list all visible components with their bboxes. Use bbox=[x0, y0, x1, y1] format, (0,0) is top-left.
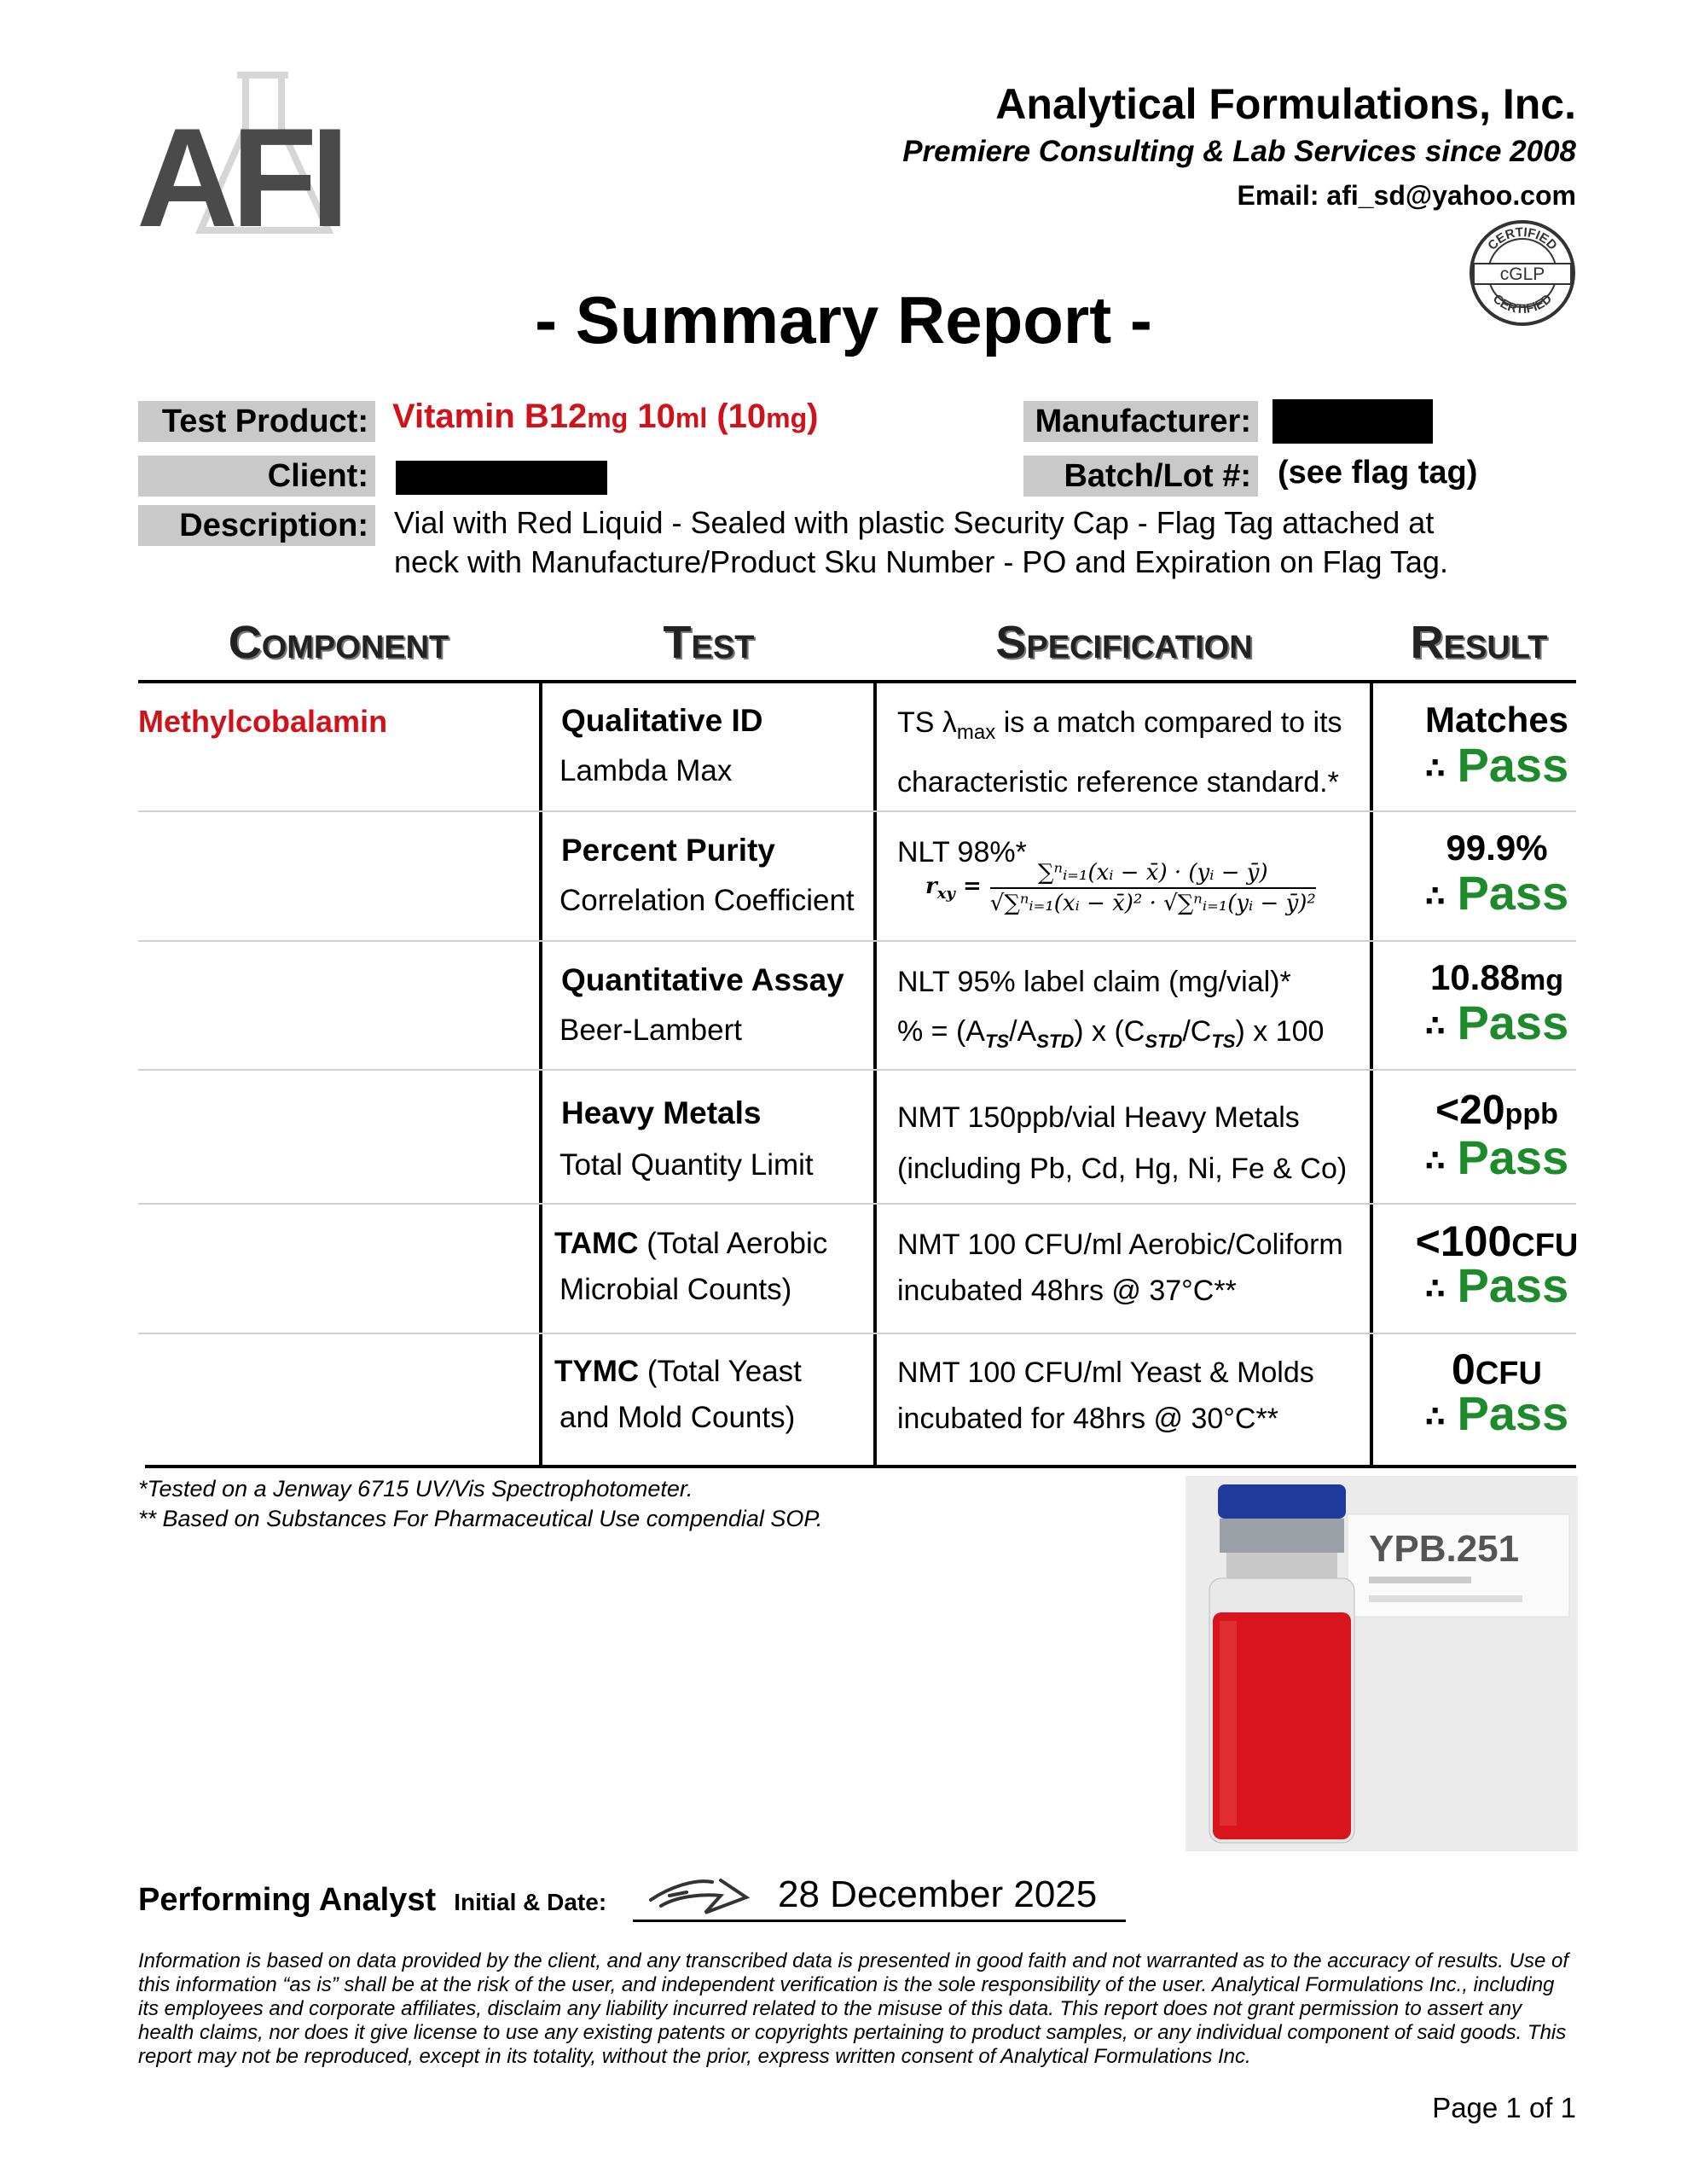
description-value bbox=[394, 503, 1448, 582]
table-top-rule bbox=[138, 680, 1576, 683]
result-value: Matches bbox=[1424, 700, 1569, 740]
analyst-title: Performing Analyst bbox=[138, 1882, 437, 1918]
table-bottom-rule bbox=[145, 1465, 1576, 1468]
row-separator bbox=[138, 1203, 1576, 1205]
result-number: 10.88 bbox=[1429, 957, 1521, 997]
therefore-symbol: ∴ bbox=[1424, 752, 1446, 786]
batch-label: Batch/Lot #: bbox=[1023, 456, 1258, 497]
analyst-signature-icon bbox=[644, 1870, 755, 1921]
component-name: Methylcobalamin bbox=[138, 704, 388, 739]
seal-center-text: cGLP bbox=[1499, 264, 1545, 284]
result-value bbox=[1399, 1087, 1595, 1134]
product-dose: (10 bbox=[707, 398, 767, 435]
manufacturer-redacted bbox=[1272, 399, 1433, 444]
product-name: Vitamin B12 bbox=[392, 398, 588, 435]
client-label: Client: bbox=[138, 456, 375, 497]
vial-photo bbox=[1186, 1476, 1578, 1851]
test-method: Microbial Counts) bbox=[559, 1273, 792, 1306]
afi-logo bbox=[136, 68, 392, 239]
therefore-symbol: ∴ bbox=[1424, 1010, 1446, 1043]
test-expansion: (Total Yeast bbox=[639, 1355, 802, 1388]
footnote-2: ** Based on Substances For Pharmaceutical Use compendial SOP. bbox=[138, 1506, 823, 1531]
seal-bottom-text: CERTIFIED bbox=[1489, 291, 1556, 317]
header-component: Component bbox=[228, 617, 449, 668]
header-result: Result bbox=[1410, 617, 1548, 668]
formula-denominator: √∑ⁿᵢ₌₁(xᵢ − x̄)² · √∑ⁿᵢ₌₁(yᵢ − ȳ)² bbox=[989, 891, 1316, 916]
test-abbrev: TYMC bbox=[554, 1355, 640, 1388]
result-pass bbox=[1399, 737, 1595, 793]
col-divider-1 bbox=[539, 680, 542, 1468]
correlation-formula: $r_{xy}$ = $\frac{\text{∑ⁿᵢ₌₁(xᵢ − x̄) · (yᵢ − ȳ)}}{\text{√∑ⁿᵢ₌₁(xᵢ − x̄)² · √∑ⁿᵢ₌₁(yᵢ − ȳ)²}}$ bbox=[925, 860, 1316, 916]
spec-line-1: NMT 100 CFU/ml Aerobic/Coliform bbox=[897, 1228, 1343, 1261]
therefore-symbol: ∴ bbox=[1424, 1401, 1446, 1434]
company-name: Analytical Formulations, Inc. bbox=[995, 80, 1576, 128]
test-product-label: Test Product: bbox=[138, 401, 375, 442]
therefore-symbol: ∴ bbox=[1424, 1273, 1446, 1306]
product-volume: 10 bbox=[628, 398, 675, 435]
batch-value: (see flag tag) bbox=[1278, 455, 1478, 491]
test-name bbox=[554, 1355, 802, 1389]
test-method: Correlation Coefficient bbox=[559, 884, 855, 917]
test-name: Heavy Metals bbox=[561, 1095, 762, 1130]
spec-line-2: characteristic reference standard.* bbox=[897, 765, 1339, 799]
result-unit: mg bbox=[1520, 964, 1564, 996]
formula-lhs-sub: xy bbox=[936, 885, 955, 903]
test-method: Lambda Max bbox=[559, 754, 733, 787]
footnotes bbox=[138, 1474, 822, 1534]
footnote-1: *Tested on a Jenway 6715 UV/Vis Spectrophotometer. bbox=[138, 1476, 693, 1502]
result-unit: CFU bbox=[1511, 1228, 1579, 1263]
result-number: <100 bbox=[1415, 1217, 1512, 1265]
manufacturer-label: Manufacturer: bbox=[1023, 401, 1258, 442]
spec-text bbox=[897, 1092, 1347, 1194]
result-pass bbox=[1399, 1385, 1595, 1441]
formula-numerator: ∑ⁿᵢ₌₁(xᵢ − x̄) · (yᵢ − ȳ) bbox=[990, 860, 1316, 889]
description-label: Description: bbox=[138, 505, 375, 546]
result-number: <20 bbox=[1435, 1088, 1505, 1133]
result-unit: ppb bbox=[1504, 1098, 1558, 1130]
spec-line-2: (including Pb, Cd, Hg, Ni, Fe & Co) bbox=[897, 1153, 1348, 1185]
row-separator bbox=[138, 1333, 1576, 1334]
company-email: Email: afi_sd@yahoo.com bbox=[1237, 180, 1576, 211]
result-value bbox=[1399, 957, 1595, 998]
row-separator bbox=[138, 810, 1576, 812]
spec-text bbox=[897, 1222, 1343, 1314]
result-pass bbox=[1399, 1258, 1595, 1313]
signature-line bbox=[633, 1920, 1126, 1922]
product-close: ) bbox=[807, 398, 819, 435]
col-divider-2 bbox=[873, 680, 877, 1468]
test-name bbox=[554, 1227, 827, 1261]
test-method: and Mold Counts) bbox=[559, 1401, 796, 1434]
result-unit: CFU bbox=[1475, 1356, 1542, 1391]
product-volume-unit: ml bbox=[675, 403, 708, 433]
spec-line-2: % = $(A_{TS}/A_{STD})$ x $(C_{STD}/C_{TS})$ x 100 bbox=[897, 1015, 1325, 1052]
spec-line-1: NMT 100 CFU/ml Yeast & Molds bbox=[897, 1356, 1314, 1389]
spec-text bbox=[897, 957, 1324, 1066]
description-line-1: Vial with Red Liquid - Sealed with plastic Security Cap - Flag Tag attached at bbox=[394, 505, 1435, 540]
test-abbrev: TAMC bbox=[554, 1227, 639, 1260]
spec-line-1: TS $\lambda_{max}$ is a match compared to its bbox=[897, 706, 1342, 744]
pass-label: Pass bbox=[1457, 1130, 1569, 1184]
row-separator bbox=[138, 1069, 1576, 1071]
test-name: Percent Purity bbox=[561, 833, 775, 868]
pass-label: Pass bbox=[1457, 1258, 1569, 1312]
spec-line-1: NLT 95% label claim (mg/vial)* bbox=[897, 966, 1291, 998]
disclaimer: Information is based on data provided by the client, and any transcribed data is presented in good faith and not warranted as to the accuracy of results. Use of this information “as is” shall be at the risk of the user, and independent verification is the sole responsibility of the user. Analytical Formulations Inc., including its employees and corporate affiliates, disclaim any liability incurred related to the misuse of this data. This report does not grant permission to assert any health claims, nor does it give license to use any existing patents or copyrights pertaining to product samples, or any individual component of said goods. This report may not be reproduced, except in its totality, without the prior, express written consent of Analytical Formulations Inc. bbox=[138, 1949, 1568, 2068]
result-pass bbox=[1399, 995, 1595, 1050]
spec-text bbox=[897, 1350, 1314, 1442]
therefore-symbol: ∴ bbox=[1424, 880, 1446, 914]
product-unit: mg bbox=[587, 403, 629, 433]
page-title: - Summary Report - bbox=[535, 282, 1152, 357]
therefore-symbol: ∴ bbox=[1424, 1145, 1446, 1178]
spec-line-1: NMT 150ppb/vial Heavy Metals bbox=[897, 1101, 1300, 1134]
seal-top-text: CERTIFIED bbox=[1485, 224, 1560, 253]
result-pass bbox=[1399, 865, 1595, 921]
page-number: Page 1 of 1 bbox=[1432, 2092, 1576, 2123]
test-name: Quantitative Assay bbox=[561, 962, 844, 997]
result-number: 0 bbox=[1452, 1345, 1475, 1393]
pass-label: Pass bbox=[1457, 996, 1569, 1049]
company-tagline: Premiere Consulting & Lab Services since 2008 bbox=[902, 135, 1576, 168]
test-method: Beer-Lambert bbox=[559, 1014, 742, 1047]
spec-line-2: incubated 48hrs @ 37°C** bbox=[897, 1275, 1237, 1307]
pass-label: Pass bbox=[1457, 1386, 1569, 1440]
client-redacted bbox=[396, 461, 607, 495]
vial-flag-label: YPB.251 bbox=[1369, 1528, 1520, 1570]
row-separator bbox=[138, 940, 1576, 942]
formula-lhs: r bbox=[925, 873, 937, 899]
test-product-value bbox=[392, 396, 818, 439]
spec-line-2: incubated for 48hrs @ 30°C** bbox=[897, 1403, 1278, 1435]
spec-text: NLT 98%* bbox=[897, 836, 1027, 868]
company-header bbox=[902, 78, 1576, 217]
test-method: Total Quantity Limit bbox=[559, 1148, 814, 1182]
pass-label: Pass bbox=[1457, 866, 1569, 920]
test-name: Qualitative ID bbox=[561, 703, 763, 738]
product-dose-unit: mg bbox=[766, 403, 808, 433]
header-specification: Specification bbox=[995, 617, 1253, 668]
analyst-date: 28 December 2025 bbox=[778, 1873, 1098, 1915]
header-test: Test bbox=[663, 617, 755, 668]
description-line-2: neck with Manufacture/Product Sku Number - PO and Expiration on Flag Tag. bbox=[394, 544, 1448, 579]
col-divider-3 bbox=[1370, 680, 1373, 1468]
pass-label: Pass bbox=[1457, 738, 1569, 792]
result-value: 99.9% bbox=[1446, 828, 1548, 868]
test-expansion: (Total Aerobic bbox=[638, 1227, 828, 1260]
analyst-initial-date-label: Initial & Date: bbox=[454, 1889, 607, 1915]
analyst-label bbox=[138, 1882, 606, 1919]
spec-text bbox=[897, 698, 1342, 807]
svg-text:AFI: AFI bbox=[136, 99, 343, 239]
result-pass bbox=[1399, 1130, 1595, 1185]
